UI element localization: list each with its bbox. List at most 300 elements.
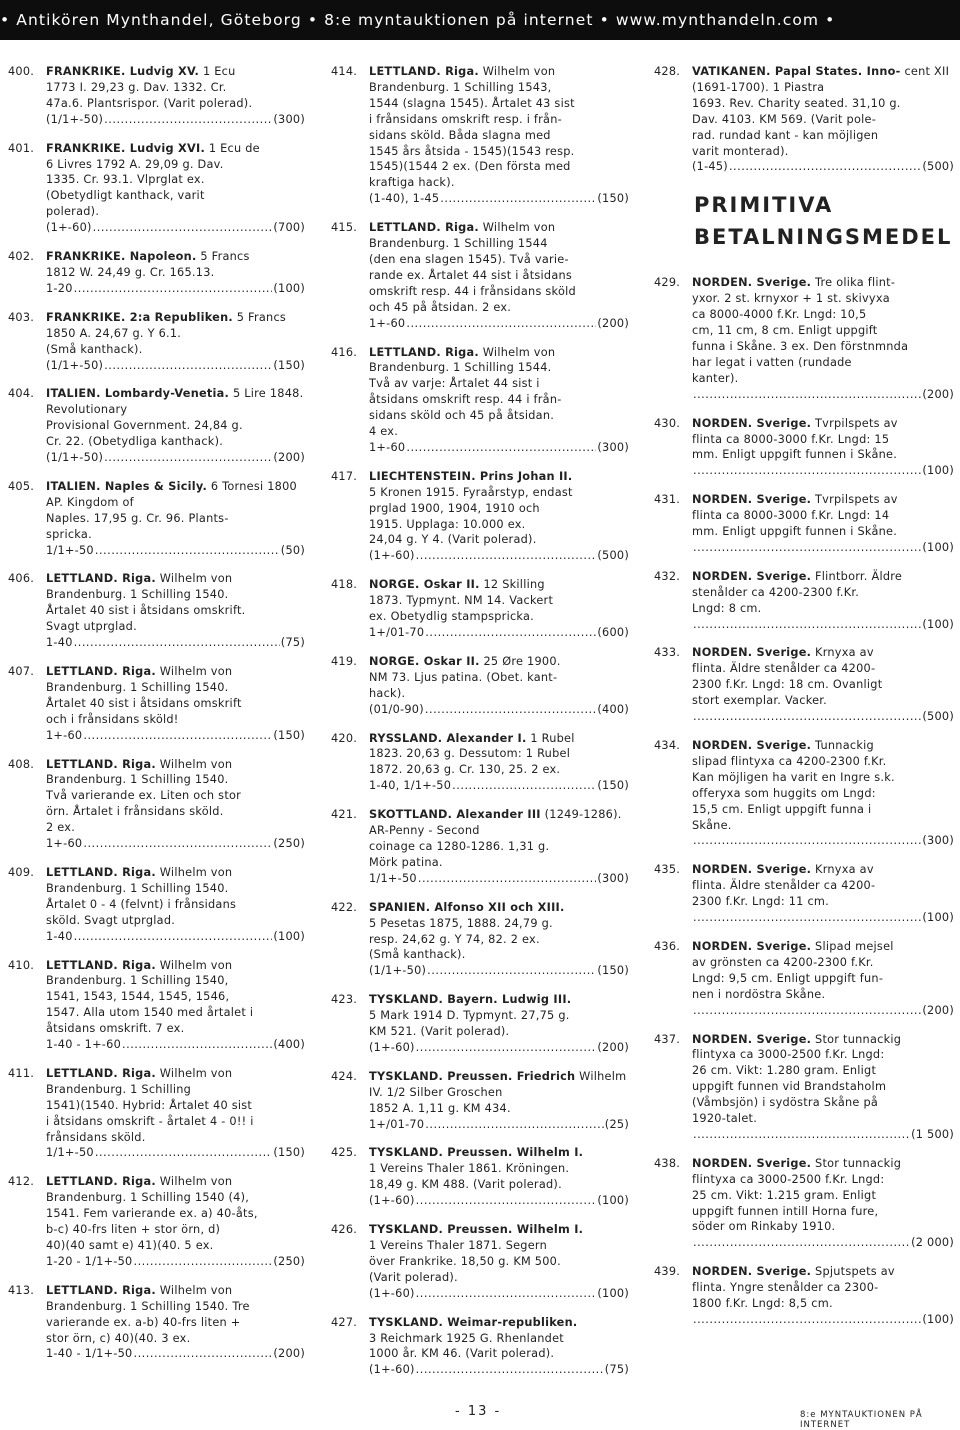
lot-entry [8, 386, 305, 466]
lot-description-line: 1545 års åtsida - 1545)(1543 resp. [369, 144, 575, 158]
lot-description-line: Wilhelm von [159, 1175, 233, 1189]
price-line [46, 728, 305, 744]
lot-description-line: 5 Mark 1914 D. Typmynt. 27,75 g. [369, 1009, 570, 1023]
lot-estimate: (100) [597, 1194, 629, 1208]
lot-description-line: slipad flintyxa ca 4200-2300 f.Kr. [692, 754, 887, 768]
lot-grade: 1+-60 [369, 440, 406, 454]
dot-leader [83, 728, 272, 744]
lot-grade: (1/1+-50) [46, 112, 104, 126]
lot-estimate: (75) [280, 636, 305, 650]
lot-description-line: Brandenburg. 1 Schilling [46, 1082, 192, 1096]
lot-estimate: (300) [922, 834, 954, 848]
price-line [369, 1193, 629, 1209]
lot-entry [331, 731, 629, 795]
lot-description-line: sidans sköld. Båda slagna med [369, 128, 551, 142]
lot-description-line: i frånsidans omskrift resp. i från- [369, 112, 562, 126]
lot-description-line: 2300 f.Kr. Lngd: 11 cm. [692, 895, 829, 909]
lot-description-line: 25 Øre 1900. [483, 654, 561, 668]
dot-leader [93, 220, 273, 236]
lot-grade: 1-40 - 1+-60 [46, 1038, 122, 1052]
lot-number: 408. [8, 757, 35, 771]
lot-heading: NORDEN. Sverige. [692, 646, 812, 660]
lot-description-line: sköld. Svagt utprglad. [46, 913, 176, 927]
price-line [46, 543, 305, 559]
lot-heading: LETTLAND. Riga. [46, 958, 156, 972]
price-line [692, 910, 954, 926]
lot-description-line: prglad 1900, 1904, 1910 och [369, 501, 540, 515]
lot-estimate: (150) [273, 1146, 305, 1160]
dot-leader [83, 836, 272, 852]
price-line [369, 316, 629, 332]
dot-leader [693, 387, 921, 403]
lot-grade: (1+-60) [369, 1363, 415, 1377]
lot-description-line: Wilhelm von [159, 1066, 233, 1080]
dot-leader [416, 1286, 597, 1302]
lot-heading: NORGE. Oskar II. [369, 578, 480, 592]
lot-number: 419. [331, 654, 358, 668]
price-line [369, 191, 629, 207]
header-banner [0, 0, 960, 40]
lot-description-line: 1541, 1543, 1544, 1545, 1546, [46, 990, 230, 1004]
lot-description-line: (Obetydligt kanthack, varit [46, 189, 205, 203]
lot-heading: LETTLAND. Riga. [369, 221, 479, 235]
price-line [692, 1127, 954, 1143]
lot-grade: (01/0-90) [369, 702, 424, 716]
lot-description-line: 1915. Upplaga: 10.000 ex. [369, 517, 526, 531]
lot-estimate: (300) [597, 871, 629, 885]
lot-description-line: Två varierande ex. Liten och stor [46, 789, 242, 803]
lot-number: 422. [331, 900, 358, 914]
price-line [692, 1235, 954, 1251]
lot-description-line: cm, 11 cm, 8 cm. Enligt uppgift [692, 324, 878, 338]
dot-leader [74, 635, 280, 651]
lot-heading: LETTLAND. Riga. [46, 1175, 156, 1189]
lot-number: 421. [331, 808, 358, 822]
lot-grade: 1-40 [46, 929, 73, 943]
dot-leader [104, 358, 272, 374]
lot-description-line: mm. Enligt uppgift funnen i Skåne. [692, 525, 898, 539]
lot-heading: NORGE. Oskar II. [369, 654, 480, 668]
lot-description-line: frånsidans sköld. [46, 1130, 146, 1144]
lot-number: 438. [654, 1156, 681, 1170]
lot-description-line: 24,04 g. Y 4. (Varit polerad). [369, 533, 537, 547]
lot-estimate: (500) [597, 549, 629, 563]
lot-estimate: (700) [273, 221, 305, 235]
lot-grade: 1+-60 [369, 316, 406, 330]
footer-text: 8:e MYNTAUKTIONEN PÅ INTERNET [800, 1410, 923, 1430]
lot-description-line: 1541)(1540. Hybrid: Årtalet 40 sist [46, 1098, 253, 1112]
price-line [46, 1037, 305, 1053]
price-line [369, 871, 629, 887]
dot-leader [693, 910, 921, 926]
lot-heading: LIECHTENSTEIN. Prins Johan II. [369, 469, 573, 483]
lot-description-line: NM 73. Ljus patina. (Obet. kant- [369, 670, 558, 684]
lot-description-line: Årtalet 0 - 4 (felvnt) i frånsidans [46, 897, 237, 911]
lot-description-line: 1920-talet. [692, 1112, 758, 1126]
lot-description-line: uppgift funnen vid Brandstaholm [692, 1080, 887, 1094]
lot-description-line: varierande ex. a-b) 40-frs liten + [46, 1315, 241, 1329]
lot-grade: 1+-60 [46, 837, 83, 851]
dot-leader [425, 702, 596, 718]
lot-description-line: 25 cm. Vikt: 1.215 gram. Enligt [692, 1188, 877, 1202]
price-line [46, 1346, 305, 1362]
lot-description-line: Wilhelm IV. 1/2 Silber Groschen [369, 1069, 627, 1099]
lot-estimate: (100) [922, 540, 954, 554]
lot-estimate: (100) [922, 617, 954, 631]
lot-description-line: coinage ca 1280-1286. 1,31 g. [369, 839, 550, 853]
lot-entry [8, 664, 305, 744]
lot-entry [654, 645, 954, 725]
lot-number: 405. [8, 479, 35, 493]
lot-grade: (1+-60) [46, 221, 92, 235]
price-line [46, 358, 305, 374]
dot-leader [693, 833, 921, 849]
lot-description-line: 1693. Rev. Charity seated. 31,10 g. [692, 96, 901, 110]
price-line [692, 463, 954, 479]
dot-leader [425, 625, 596, 641]
lot-estimate: (400) [273, 1038, 305, 1052]
price-line [692, 709, 954, 725]
lot-description-line: rande ex. Årtalet 44 sist i åtsidans [369, 268, 573, 282]
lot-number: 416. [331, 345, 358, 359]
lot-estimate: (250) [273, 837, 305, 851]
lot-number: 433. [654, 646, 681, 660]
lot-description-line: Årtalet 40 sist i åtsidans omskrift [46, 696, 242, 710]
lot-description-line: Skåne. [692, 818, 732, 832]
page-number: - 13 - [455, 1404, 502, 1419]
lot-description-line: 15,5 cm. Enligt uppgift funna i [692, 802, 872, 816]
lot-description-line: 1 Ecu de [208, 141, 260, 155]
dot-leader [406, 440, 596, 456]
lot-description-line: 4 ex. [369, 425, 399, 439]
lot-entry [654, 275, 954, 402]
lot-entry [331, 654, 629, 718]
lot-entry [654, 862, 954, 926]
lot-grade: 1-20 [46, 281, 73, 295]
lot-description-line: 1 Ecu [202, 65, 236, 78]
lot-entry [654, 416, 954, 480]
lot-heading: LETTLAND. Riga. [46, 865, 156, 879]
lot-description-line: mm. Enligt uppgift funnen i Skåne. [692, 448, 898, 462]
lot-description-line: 2 ex. [46, 821, 76, 835]
lot-number: 418. [331, 578, 358, 592]
lot-description-line: Cr. 22. (Obetydliga kanthack). [46, 435, 224, 449]
lot-description-line: stor örn, c) 40)(40. 3 ex. [46, 1331, 191, 1345]
lot-entry [331, 64, 629, 207]
lot-description-line: kraftiga hack). [369, 176, 455, 190]
lot-description-line: Wilhelm von [159, 1283, 233, 1297]
lot-description-line: Svagt utprglad. [46, 620, 137, 634]
price-line [46, 450, 305, 466]
lot-estimate: (200) [922, 1003, 954, 1017]
lot-description-line: varit monterad). [692, 144, 789, 158]
lot-heading: NORDEN. Sverige. [692, 1156, 812, 1170]
lot-estimate: (200) [273, 1347, 305, 1361]
lot-estimate: (600) [597, 626, 629, 639]
lot-entry [654, 492, 954, 556]
lot-description-line: cent XII (1691-1700). 1 Piastra [692, 65, 950, 94]
lot-entry [331, 220, 629, 331]
lot-description-line: stort exemplar. Vacker. [692, 694, 827, 708]
lot-description-line: 47a.6. Plantsrispor. (Varit polerad). [46, 96, 253, 110]
price-line [46, 1145, 305, 1161]
lot-description-line: 1541. Fem varierande ex. a) 40-åts, [46, 1207, 258, 1221]
lot-number: 420. [331, 731, 358, 745]
price-line [46, 112, 305, 128]
lot-description-line: 1823. 20,63 g. Dessutom: 1 Rubel [369, 747, 571, 761]
lot-description-line: 1 Vereins Thaler 1861. Kröningen. [369, 1162, 570, 1176]
column-3 [654, 64, 954, 1341]
lot-number: 436. [654, 939, 681, 953]
price-line [46, 929, 305, 945]
lot-description-line: b-c) 40-frs liten + stor örn, d) [46, 1223, 221, 1237]
lot-heading: FRANKRIKE. Ludvig XV. [46, 65, 200, 78]
lot-description-line: Tvrpilspets av [815, 493, 898, 507]
lot-description-line: Brandenburg. 1 Schilling 1540. [46, 680, 229, 694]
lot-number: 439. [654, 1265, 681, 1279]
lot-description-line: örn. Årtalet i frånsidans sköld. [46, 805, 224, 819]
lot-heading: VATIKANEN. Papal States. Inno- [692, 65, 901, 78]
lot-description-line: 6 Tornesi 1800 AP. Kingdom of [46, 479, 297, 509]
lot-description-line: 5 Francs [200, 250, 250, 264]
lot-description-line: 2300 f.Kr. Lngd: 18 cm. Ovanligt [692, 678, 883, 692]
lot-number: 426. [331, 1223, 358, 1237]
dot-leader [693, 1127, 910, 1143]
lot-number: 404. [8, 387, 35, 401]
lot-description-line: ex. Obetydlig stampspricka. [369, 610, 535, 624]
lot-description-line: Brandenburg. 1 Schilling 1540, [46, 974, 229, 988]
lot-estimate: (75) [604, 1363, 629, 1377]
lot-number: 415. [331, 221, 358, 235]
lot-description-line: 5 Francs 1850 A. 24,67 g. Y 6.1. [46, 310, 287, 340]
lot-entry [8, 310, 305, 374]
lot-entry [331, 1315, 629, 1379]
lot-estimate: (100) [922, 911, 954, 925]
dot-leader [693, 709, 921, 725]
lot-heading: TYSKLAND. Weimar-republiken. [369, 1315, 578, 1329]
lot-description-line: nen i nordöstra Skåne. [692, 987, 826, 1001]
dot-leader [416, 1362, 604, 1378]
lot-grade: (1/1+-50) [46, 358, 104, 372]
lot-grade: (1-40), 1-45 [369, 192, 440, 206]
lot-grade: (1+-60) [369, 1194, 415, 1208]
lot-description-line: Två av varje: Årtalet 44 sist i [369, 377, 540, 391]
lot-estimate: (300) [597, 440, 629, 454]
dot-leader [104, 450, 272, 466]
dot-leader [729, 159, 921, 175]
lot-entry [331, 992, 629, 1056]
lot-heading: ITALIEN. Lombardy-Venetia. [46, 387, 230, 401]
lot-entry [331, 345, 629, 456]
lot-number: 411. [8, 1066, 35, 1080]
lot-number: 434. [654, 739, 681, 752]
lot-description-line: Wilhelm von [482, 345, 556, 359]
lot-heading: SPANIEN. Alfonso XII och XIII. [369, 900, 565, 914]
lot-estimate: (150) [597, 964, 629, 978]
lot-estimate: (500) [922, 160, 954, 174]
price-line [692, 540, 954, 556]
lot-description-line: av grönsten ca 4200-2300 f.Kr. [692, 955, 874, 969]
lot-heading: LETTLAND. Riga. [46, 757, 156, 771]
lot-description-line: flinta ca 8000-3000 f.Kr. Lngd: 14 [692, 509, 890, 523]
lot-estimate: (150) [597, 779, 629, 793]
dot-leader [693, 1003, 921, 1019]
lot-estimate: (200) [273, 451, 305, 465]
lot-entry [8, 1283, 305, 1363]
lot-description-line: Tre olika flint- [815, 276, 896, 290]
dot-leader [134, 1254, 273, 1270]
lot-description-line: (Små kanthack). [46, 342, 143, 356]
lot-grade: 1-40, 1/1+-50 [369, 779, 452, 793]
lot-estimate: (100) [273, 929, 305, 943]
lot-description-line: 1812 W. 24,49 g. Cr. 165.13. [46, 265, 215, 279]
lot-description-line: och i frånsidans sköld! [46, 712, 179, 726]
price-line [369, 963, 629, 979]
lot-description-line: 1547. Alla utom 1540 med årtalet i [46, 1006, 254, 1020]
price-line [692, 387, 954, 403]
lot-number: 409. [8, 865, 35, 879]
lot-description-line: har legat i vatten (rundade [692, 355, 852, 369]
lot-description-line: 1773 I. 29,23 g. Dav. 1332. Cr. [46, 80, 227, 94]
lot-heading: TYSKLAND. Preussen. Wilhelm I. [369, 1223, 584, 1237]
lot-description-line: 12 Skilling [483, 578, 545, 592]
header-text: • Antikören Mynthandel, Göteborg • 8:e myntauktionen på internet • www.mynthandeln.com • [0, 11, 836, 29]
lot-estimate: (200) [922, 387, 954, 401]
lot-estimate: (200) [597, 316, 629, 330]
lot-description-line: Brandenburg. 1 Schilling 1540 (4), [46, 1191, 250, 1205]
lot-estimate: (100) [273, 281, 305, 295]
lot-heading: ITALIEN. Naples & Sicily. [46, 479, 208, 493]
lot-description-line: Slipad mejsel [815, 939, 894, 953]
lot-estimate: (400) [597, 702, 629, 716]
lot-number: 429. [654, 276, 681, 290]
lot-grade: (1/1+-50) [369, 964, 427, 978]
lot-number: 412. [8, 1175, 35, 1189]
lot-heading: NORDEN. Sverige. [692, 569, 812, 583]
lot-description-line: Kan möjligen ha varit en Ingre s.k. [692, 770, 895, 784]
price-line [46, 1254, 305, 1270]
lot-grade: 1+/01-70 [369, 1117, 425, 1131]
dot-leader [416, 548, 597, 564]
lot-entry [331, 1069, 629, 1133]
lot-description-line: 3 Reichmark 1925 G. Rhenlandet [369, 1331, 564, 1345]
lot-heading: LETTLAND. Riga. [46, 1066, 156, 1080]
lot-heading: NORDEN. Sverige. [692, 493, 812, 507]
lot-description-line: Provisional Government. 24,84 g. [46, 419, 243, 433]
lot-description-line: spricka. [46, 527, 92, 541]
lot-description-line: Tvrpilspets av [815, 416, 898, 430]
price-line [46, 220, 305, 236]
lot-description-line: och 45 på åtsidan. 2 ex. [369, 300, 512, 314]
lot-number: 435. [654, 863, 681, 877]
price-line [369, 548, 629, 564]
lot-description-line: funna i Skåne. 3 ex. Den förstnmnda [692, 339, 909, 353]
lot-number: 410. [8, 958, 35, 972]
price-line [369, 1286, 629, 1302]
lot-entry [654, 1156, 954, 1251]
lot-description-line: Lngd: 9,5 cm. Enligt uppgift fun- [692, 971, 884, 985]
price-line [692, 617, 954, 633]
dot-leader [74, 929, 273, 945]
price-line [46, 281, 305, 297]
price-line [369, 440, 629, 456]
lot-grade: (1+-60) [369, 1040, 415, 1054]
lot-description-line: hack). [369, 686, 406, 700]
lot-entry [8, 479, 305, 559]
lot-heading: LETTLAND. Riga. [46, 572, 156, 586]
lot-grade: 1-20 - 1/1+-50 [46, 1254, 133, 1268]
lot-heading: FRANKRIKE. 2:a Republiken. [46, 310, 233, 324]
lot-estimate: (150) [273, 358, 305, 372]
price-line [46, 635, 305, 651]
lot-description-line: flinta. Yngre stenålder ca 2300- [692, 1281, 879, 1295]
lot-number: 430. [654, 416, 681, 430]
lot-number: 413. [8, 1283, 35, 1297]
lot-heading: SKOTTLAND. Alexander III [369, 808, 541, 822]
lot-grade: 1/1+-50 [46, 543, 94, 557]
lot-heading: LETTLAND. Riga. [369, 65, 479, 78]
lot-description-line: Dav. 4103. KM 569. (Varit pole- [692, 112, 877, 126]
lot-heading: LETTLAND. Riga. [46, 1283, 156, 1297]
lot-description-line: (Små kanthack). [369, 948, 466, 962]
lot-grade: (1-45) [692, 160, 728, 174]
lot-description-line: resp. 24,62 g. Y 74, 82. 2 ex. [369, 932, 540, 946]
lot-entry [654, 1032, 954, 1143]
lot-number: 417. [331, 469, 358, 483]
lot-description-line: Krnyxa av [815, 646, 874, 660]
lot-grade: 1/1+-50 [369, 871, 417, 885]
lot-heading: FRANKRIKE. Ludvig XVI. [46, 141, 205, 155]
lot-heading: TYSKLAND. Bayern. Ludwig III. [369, 993, 572, 1007]
lot-number: 400. [8, 65, 35, 78]
section-heading: PRIMITIVA BETALNINGSMEDEL [694, 193, 953, 250]
lot-description-line: 1852 A. 1,11 g. KM 434. [369, 1101, 511, 1115]
lot-estimate: (100) [597, 1286, 629, 1300]
lot-description-line: polerad). [46, 205, 100, 219]
dot-leader [693, 463, 921, 479]
price-line [369, 625, 629, 641]
lot-description-line: 5 Kronen 1915. Fyraårstyp, endast [369, 485, 573, 499]
lot-grade: 1+-60 [46, 728, 83, 742]
lot-entry [331, 1145, 629, 1209]
lot-description-line: Brandenburg. 1 Schilling 1540. [46, 588, 229, 602]
lot-description-line: (Våmbsjön) i sydöstra Skåne på [692, 1096, 879, 1110]
lot-description-line: Stor tunnackig [815, 1156, 902, 1170]
dot-leader [693, 540, 921, 556]
lot-description-line: flintyxa ca 3000-2500 f.Kr. Lngd: [692, 1048, 885, 1062]
lot-description-line: Wilhelm von [159, 958, 233, 972]
lot-description-line: Spjutspets av [815, 1265, 895, 1279]
lot-heading: NORDEN. Sverige. [692, 1265, 812, 1279]
lot-number: 427. [331, 1315, 358, 1329]
lot-description-line: Naples. 17,95 g. Cr. 96. Plants- [46, 511, 229, 525]
lot-number: 425. [331, 1146, 358, 1160]
lot-description-line: Krnyxa av [815, 863, 874, 877]
lot-estimate: (25) [604, 1117, 629, 1131]
lot-number: 403. [8, 310, 35, 324]
dot-leader [74, 281, 273, 297]
lot-grade: 1+/01-70 [369, 626, 425, 639]
lot-description-line: åtsidans omskrift resp. 44 i från- [369, 393, 562, 407]
dot-leader [418, 871, 597, 887]
price-line [369, 778, 629, 794]
dot-leader [693, 617, 921, 633]
lot-description-line: Wilhelm von [482, 221, 556, 235]
lot-description-line: 5 Pesetas 1875, 1888. 24,79 g. [369, 916, 553, 930]
lot-description-line: Flintborr. Äldre [815, 569, 903, 583]
lot-entry [8, 958, 305, 1053]
lot-estimate: (50) [280, 543, 305, 557]
